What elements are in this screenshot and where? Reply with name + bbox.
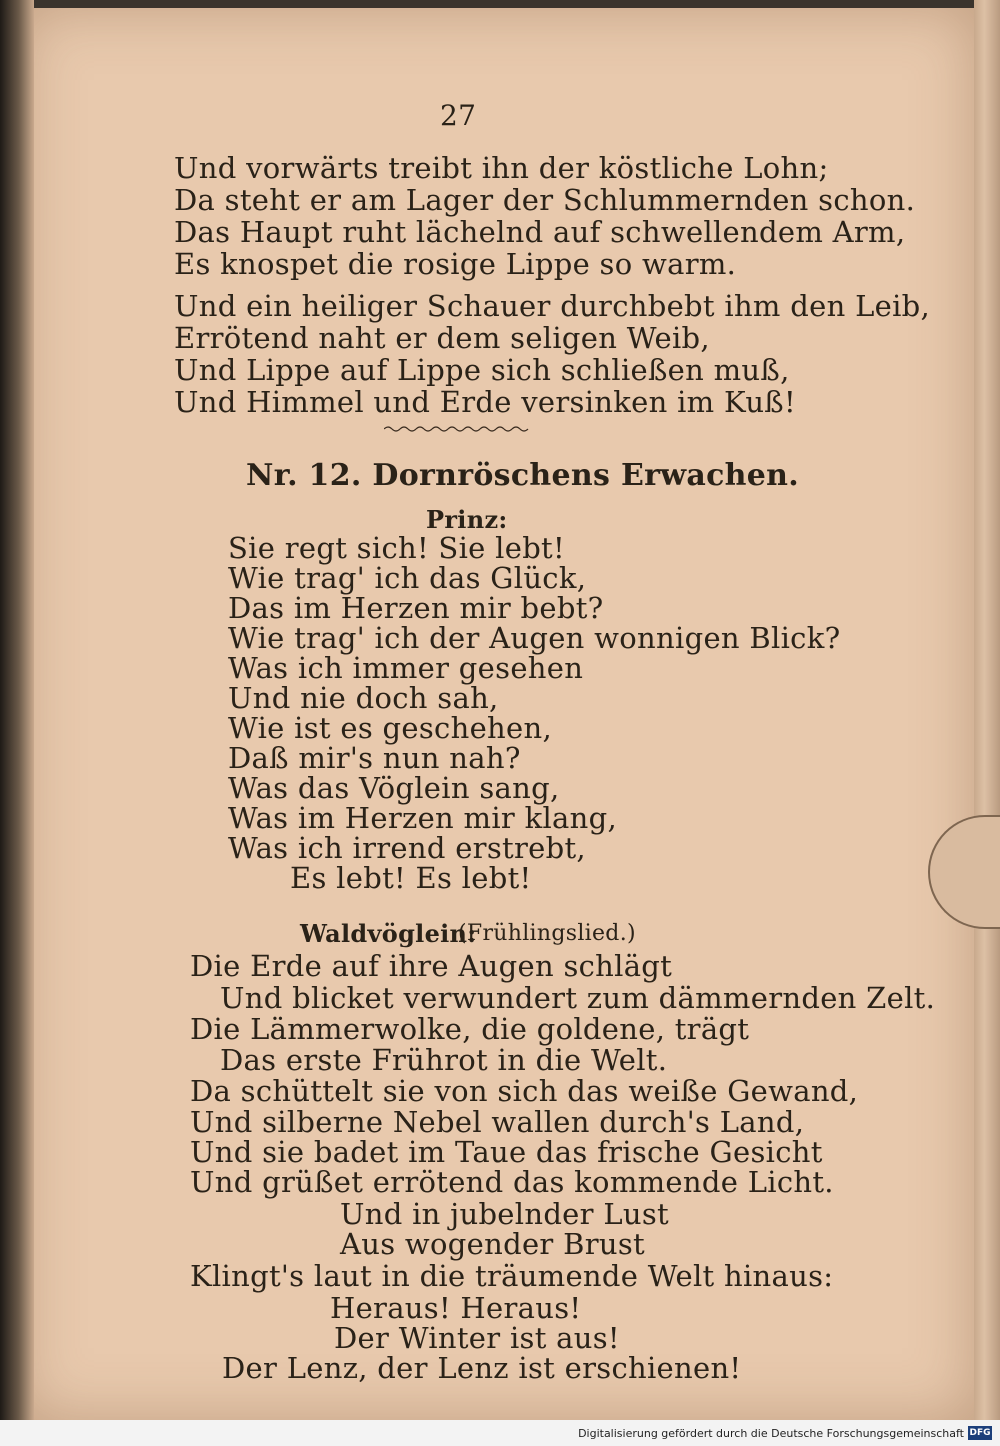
prince-line: Was im Herzen mir klang, bbox=[228, 801, 617, 835]
prince-line: Wie ist es geschehen, bbox=[228, 711, 552, 745]
song-line: Heraus! Heraus! bbox=[330, 1291, 582, 1325]
section-title: Nr. 12. Dornröschens Erwachen. bbox=[246, 458, 800, 493]
prince-line: Und nie doch sah, bbox=[228, 681, 499, 715]
song-line: Und grüßet errötend das kommende Licht. bbox=[190, 1165, 834, 1199]
prince-line: Es lebt! Es lebt! bbox=[290, 861, 532, 895]
ornament-rule bbox=[384, 424, 532, 434]
stanza2-line: Und Lippe auf Lippe sich schließen muß, bbox=[174, 353, 790, 387]
speaker-bird: Waldvöglein: bbox=[300, 919, 477, 948]
prince-line: Sie regt sich! Sie lebt! bbox=[228, 531, 565, 565]
prince-line: Daß mir's nun nah? bbox=[228, 741, 521, 775]
stanza2-line: Errötend naht er dem seligen Weib, bbox=[174, 321, 710, 355]
prince-line: Was ich immer gesehen bbox=[228, 651, 584, 685]
stanza2-line: Und Himmel und Erde versinken im Kuß! bbox=[174, 385, 796, 419]
prince-line: Was ich irrend erstrebt, bbox=[228, 831, 586, 865]
song-line: Und blicket verwundert zum dämmernden Zelt. bbox=[220, 981, 936, 1015]
song-line: Das erste Frührot in die Welt. bbox=[220, 1043, 668, 1077]
speaker-bird-note: (Frühlingslied.) bbox=[458, 921, 636, 946]
stanza1-line: Da steht er am Lager der Schlummernden schon. bbox=[174, 183, 916, 217]
prince-line: Wie trag' ich der Augen wonnigen Blick? bbox=[228, 621, 841, 655]
stanza1-line: Und vorwärts treibt ihn der köstliche Lohn; bbox=[174, 151, 829, 185]
footer-credit: Digitalisierung gefördert durch die Deutsche Forschungsgemeinschaft bbox=[578, 1427, 964, 1440]
song-line: Der Winter ist aus! bbox=[334, 1321, 620, 1355]
prince-line: Wie trag' ich das Glück, bbox=[228, 561, 587, 595]
song-line: Die Erde auf ihre Augen schlägt bbox=[190, 949, 673, 983]
dfg-logo: DFG bbox=[969, 1428, 991, 1438]
page-edge bbox=[974, 0, 1000, 1420]
song-line: Und sie badet im Taue das frische Gesicht bbox=[190, 1135, 823, 1169]
stanza1-line: Es knospet die rosige Lippe so warm. bbox=[174, 247, 737, 281]
song-line: Aus wogender Brust bbox=[340, 1227, 646, 1261]
song-line: Da schüttelt sie von sich das weiße Gewand, bbox=[190, 1074, 859, 1108]
song-line: Die Lämmerwolke, die goldene, trägt bbox=[190, 1012, 750, 1046]
song-line: Klingt's laut in die träumende Welt hinaus: bbox=[190, 1259, 834, 1293]
prince-line: Das im Herzen mir bebt? bbox=[228, 591, 604, 625]
binding-edge bbox=[0, 0, 34, 1420]
prince-line: Was das Vöglein sang, bbox=[228, 771, 560, 805]
page-number: 27 bbox=[440, 99, 477, 132]
speaker-prince: Prinz: bbox=[426, 505, 508, 534]
song-line: Und silberne Nebel wallen durch's Land, bbox=[190, 1105, 805, 1139]
stanza2-line: Und ein heiliger Schauer durchbebt ihm den Leib, bbox=[174, 289, 931, 323]
stanza1-line: Das Haupt ruht lächelnd auf schwellendem Arm, bbox=[174, 215, 906, 249]
song-line: Der Lenz, der Lenz ist erschienen! bbox=[222, 1351, 742, 1385]
song-line: Und in jubelnder Lust bbox=[340, 1197, 669, 1231]
